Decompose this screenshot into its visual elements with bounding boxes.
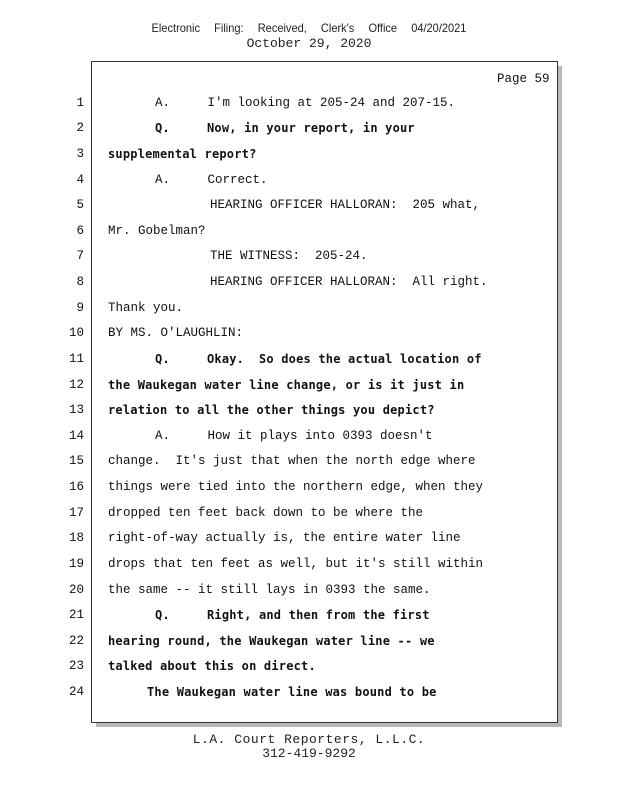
filing-date: 04/20/2021 [411,21,467,35]
transcript-date: October 29, 2020 [246,36,372,51]
transcript-line [0,683,618,701]
transcript-line [0,196,618,214]
line-number: 16 [68,480,84,494]
line-text: relation to all the other things you depict? [108,403,435,417]
transcript-line [0,145,618,163]
line-text: supplemental report? [108,147,257,161]
line-number: 8 [76,275,84,289]
line-text: BY MS. O'LAUGHLIN: [108,326,244,340]
reporter-phone: 312-419-9292 [262,746,356,761]
transcript-line [0,632,618,650]
line-text: Q. Right, and then from the first [155,608,430,622]
filing-stamp [25,21,594,35]
line-number: 14 [68,429,84,443]
line-number: 21 [68,608,84,622]
transcript-line [0,171,618,189]
line-text: dropped ten feet back down to be where the [108,506,424,520]
filing-word-office: Office [368,21,398,35]
line-number: 17 [68,506,84,520]
line-number: 6 [76,224,84,238]
line-text: things were tied into the northern edge, when they [108,480,484,494]
line-text: A. Correct. [155,173,268,187]
line-text: The Waukegan water line was bound to be [147,685,437,699]
transcript-line [0,606,618,624]
transcript-line [0,452,618,470]
line-text: right-of-way actually is, the entire water line [108,531,461,545]
line-number: 9 [76,301,84,315]
transcript-line [0,299,618,317]
transcript-line [0,376,618,394]
line-text: THE WITNESS: 205-24. [210,249,368,263]
transcript-line [0,581,618,599]
line-text: Mr. Gobelman? [108,224,206,238]
line-number: 20 [68,583,84,597]
transcript-line [0,657,618,675]
line-number: 7 [76,249,84,263]
line-text: change. It's just that when the north edge where [108,454,476,468]
transcript-line [0,504,618,522]
line-text: the same -- it still lays in 0393 the same. [108,583,431,597]
transcript-line [0,324,618,342]
transcript-line [0,478,618,496]
transcript-line [0,529,618,547]
transcript-line [0,222,618,240]
line-number: 24 [68,685,84,699]
line-number: 13 [68,403,84,417]
transcript-line [0,350,618,368]
line-text: HEARING OFFICER HALLORAN: All right. [210,275,488,289]
filing-word-electronic: Electronic [151,21,201,35]
line-number: 19 [68,557,84,571]
line-number: 15 [68,454,84,468]
line-text: hearing round, the Waukegan water line -- we [108,634,435,648]
line-number: 11 [68,352,84,366]
line-number: 3 [76,147,84,161]
transcript-line [0,401,618,419]
line-text: A. I'm looking at 205-24 and 207-15. [155,96,456,110]
line-text: Thank you. [108,301,184,315]
filing-word-filing: Filing: [214,21,244,35]
transcript-line [0,273,618,291]
line-text: talked about this on direct. [108,659,316,673]
transcript-line [0,119,618,137]
line-number: 22 [68,634,84,648]
transcript-line [0,555,618,573]
line-text: Q. Okay. So does the actual location of [155,352,482,366]
filing-word-clerks: Clerk's [320,21,355,35]
transcript-line [0,427,618,445]
reporter-company: L.A. Court Reporters, L.L.C. [192,732,426,747]
transcript-line [0,247,618,265]
line-number: 4 [76,173,84,187]
transcript-line [0,94,618,112]
line-text: Q. Now, in your report, in your [155,121,415,135]
line-text: A. How it plays into 0393 doesn't [155,429,433,443]
line-number: 2 [76,121,84,135]
line-number: 23 [68,659,84,673]
line-text: drops that ten feet as well, but it's still within [108,557,484,571]
line-number: 5 [76,198,84,212]
filing-word-received: Received, [257,21,307,35]
line-number: 18 [68,531,84,545]
line-number: 12 [68,378,84,392]
line-number: 10 [68,326,84,340]
line-text: the Waukegan water line change, or is it just in [108,378,465,392]
page-number: Page 59 [497,72,550,86]
line-number: 1 [76,96,84,110]
line-text: HEARING OFFICER HALLORAN: 205 what, [210,198,481,212]
